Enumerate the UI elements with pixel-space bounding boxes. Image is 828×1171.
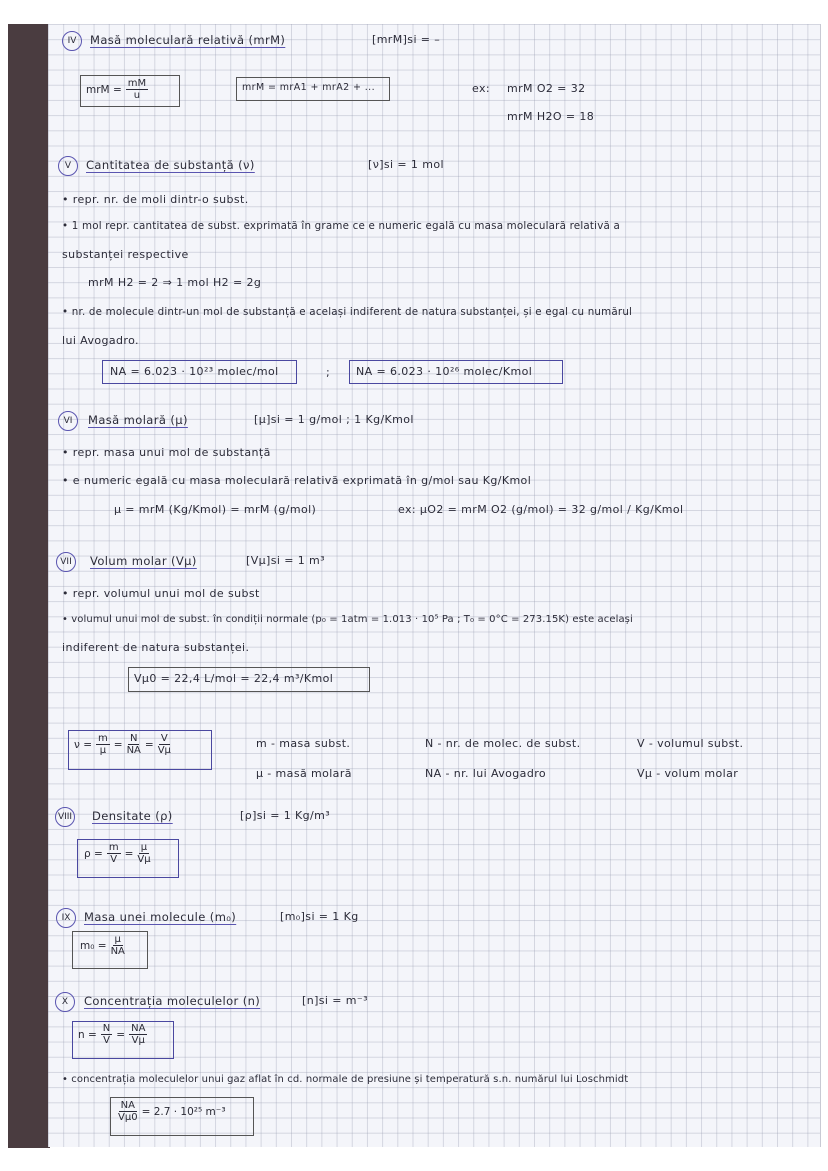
example-o2: mrM O2 = 32 bbox=[507, 82, 586, 95]
bullet-text: substanței respective bbox=[62, 248, 189, 261]
si-unit: [ρ]si = 1 Kg/m³ bbox=[240, 809, 331, 822]
example-h2o: mrM H2O = 18 bbox=[507, 110, 595, 123]
molecule-mass-formula bbox=[80, 934, 129, 957]
si-unit: [ν]si = 1 mol bbox=[368, 158, 444, 171]
formula-mrm-sum: mrM = mrA1 + mrA2 + ... bbox=[242, 82, 376, 93]
formula-mrm-fraction bbox=[86, 78, 152, 101]
bullet-text: • nr. de molecule dintr-un mol de substanță e același indiferent de natura substanței, și e egal cu numărul bbox=[62, 306, 633, 318]
separator: ; bbox=[326, 366, 331, 379]
si-unit: [Vμ]si = 1 m³ bbox=[246, 554, 325, 567]
bullet-text: • concentrația moleculelor unui gaz aflat în cd. normale de presiune și temperatură s.n. numărul lui Loschmidt bbox=[62, 1074, 629, 1085]
molar-mass-example: ex: μO2 = mrM O2 (g/mol) = 32 g/mol / Kg/Kmol bbox=[398, 503, 684, 516]
denominator: NA bbox=[126, 745, 141, 756]
density-formula: ρ = $\frac{m}{V}$ = $\frac{\mu}{V\mu}$ bbox=[84, 842, 151, 865]
numerator: m bbox=[108, 842, 119, 853]
example-label: ex: bbox=[472, 82, 490, 95]
denominator: μ bbox=[99, 745, 107, 756]
numerator: N bbox=[130, 733, 138, 744]
denominator: Vμ bbox=[131, 1035, 145, 1046]
avogadro-constant-mol: NA = 6.023 · 10²³ molec/mol bbox=[110, 365, 279, 378]
bullet-text: • 1 mol repr. cantitatea de subst. exprimată în grame ce e numeric egală cu masa moleculară relativă a bbox=[62, 220, 620, 232]
si-unit: [m₀]si = 1 Kg bbox=[280, 910, 359, 923]
denominator: V bbox=[103, 1035, 110, 1046]
legend-item: NA - nr. lui Avogadro bbox=[425, 767, 547, 780]
molar-mass-formula: μ = mrM (Kg/Kmol) = mrM (g/mol) bbox=[114, 503, 317, 516]
section-number-badge: IV bbox=[62, 31, 82, 51]
section-number-badge: VI bbox=[58, 411, 78, 431]
bullet-text: • repr. masa unui mol de substanță bbox=[62, 446, 271, 459]
denominator: u bbox=[133, 90, 141, 101]
normal-molar-volume: Vμ0 = 22,4 L/mol = 22,4 m³/Kmol bbox=[134, 672, 334, 685]
section-number-badge: V bbox=[58, 156, 78, 176]
example-h2: mrM H2 = 2 ⇒ 1 mol H2 = 2g bbox=[88, 276, 262, 289]
numerator: μ bbox=[140, 842, 148, 853]
legend-item: μ - masă molară bbox=[256, 767, 352, 780]
denominator: V bbox=[110, 854, 118, 865]
formula-lhs: ν = bbox=[74, 738, 93, 751]
avogadro-constant-kmol: NA = 6.023 · 10²⁶ molec/Kmol bbox=[356, 365, 533, 378]
formula-lhs: n = bbox=[78, 1028, 97, 1041]
section-number-badge: VIII bbox=[55, 807, 75, 827]
legend-item: m - masa subst. bbox=[256, 737, 351, 750]
legend-item: V - volumul subst. bbox=[637, 737, 744, 750]
section-number-badge: IX bbox=[56, 908, 76, 928]
si-unit: [μ]si = 1 g/mol ; 1 Kg/Kmol bbox=[254, 413, 414, 426]
loschmidt-value: = 2.7 · 10²⁵ m⁻³ bbox=[141, 1105, 226, 1118]
bullet-text: • volumul unui mol de subst. în condiții normale (p₀ = 1atm = 1.013 · 10⁵ Pa ; T₀ = 0°C = 273.15K) este același bbox=[62, 614, 633, 625]
numerator: m bbox=[98, 733, 108, 744]
legend-item: Vμ - volum molar bbox=[637, 767, 739, 780]
denominator: Vμ bbox=[157, 745, 171, 756]
formula-lhs: m₀ = bbox=[80, 939, 107, 952]
bullet-text: lui Avogadro. bbox=[62, 334, 139, 347]
numerator: μ bbox=[114, 934, 121, 945]
denominator: NA bbox=[110, 946, 125, 957]
concentration-formula: n = $\frac{N}{V}$ = $\frac{NA}{V\mu}$ bbox=[78, 1023, 146, 1046]
section-title: Volum molar (Vμ) bbox=[90, 554, 197, 568]
numerator: NA bbox=[120, 1100, 135, 1111]
numerator: N bbox=[102, 1023, 111, 1034]
denominator: Vμ bbox=[137, 854, 151, 865]
notebook-binding-edge bbox=[8, 24, 50, 1148]
si-unit: [mrM]si = – bbox=[372, 33, 441, 46]
denominator: Vμ0 bbox=[118, 1112, 138, 1123]
section-title: Densitate (ρ) bbox=[92, 809, 173, 823]
formula-lhs: ρ = bbox=[84, 847, 103, 860]
section-number-badge: VII bbox=[56, 552, 76, 572]
si-unit: [n]si = m⁻³ bbox=[302, 994, 368, 1007]
numerator: V bbox=[160, 733, 168, 744]
formula-lhs: mrM = bbox=[86, 83, 122, 96]
bullet-text: • repr. nr. de moli dintr-o subst. bbox=[62, 193, 249, 206]
section-title: Masă molară (μ) bbox=[88, 413, 188, 427]
numerator: mM bbox=[127, 78, 147, 89]
section-title: Masă moleculară relativă (mrM) bbox=[90, 33, 286, 47]
numerator: NA bbox=[131, 1023, 146, 1034]
section-number-badge: X bbox=[55, 992, 75, 1012]
bullet-text: • e numeric egală cu masa moleculară relativă exprimată în g/mol sau Kg/Kmol bbox=[62, 474, 532, 487]
section-title: Cantitatea de substanță (ν) bbox=[86, 158, 255, 172]
section-title: Masa unei molecule (m₀) bbox=[84, 910, 237, 924]
bullet-text: indiferent de natura substanței. bbox=[62, 641, 250, 654]
section-title: Concentrația moleculelor (n) bbox=[84, 994, 261, 1008]
bullet-text: • repr. volumul unui mol de subst bbox=[62, 587, 260, 600]
legend-item: N - nr. de molec. de subst. bbox=[425, 737, 581, 750]
amount-of-substance-formula: ν = $\frac{m}{\mu}$ = $\frac{N}{NA}$ = $\frac{V}{V\mu}$ bbox=[74, 733, 171, 756]
loschmidt-number bbox=[114, 1100, 226, 1123]
